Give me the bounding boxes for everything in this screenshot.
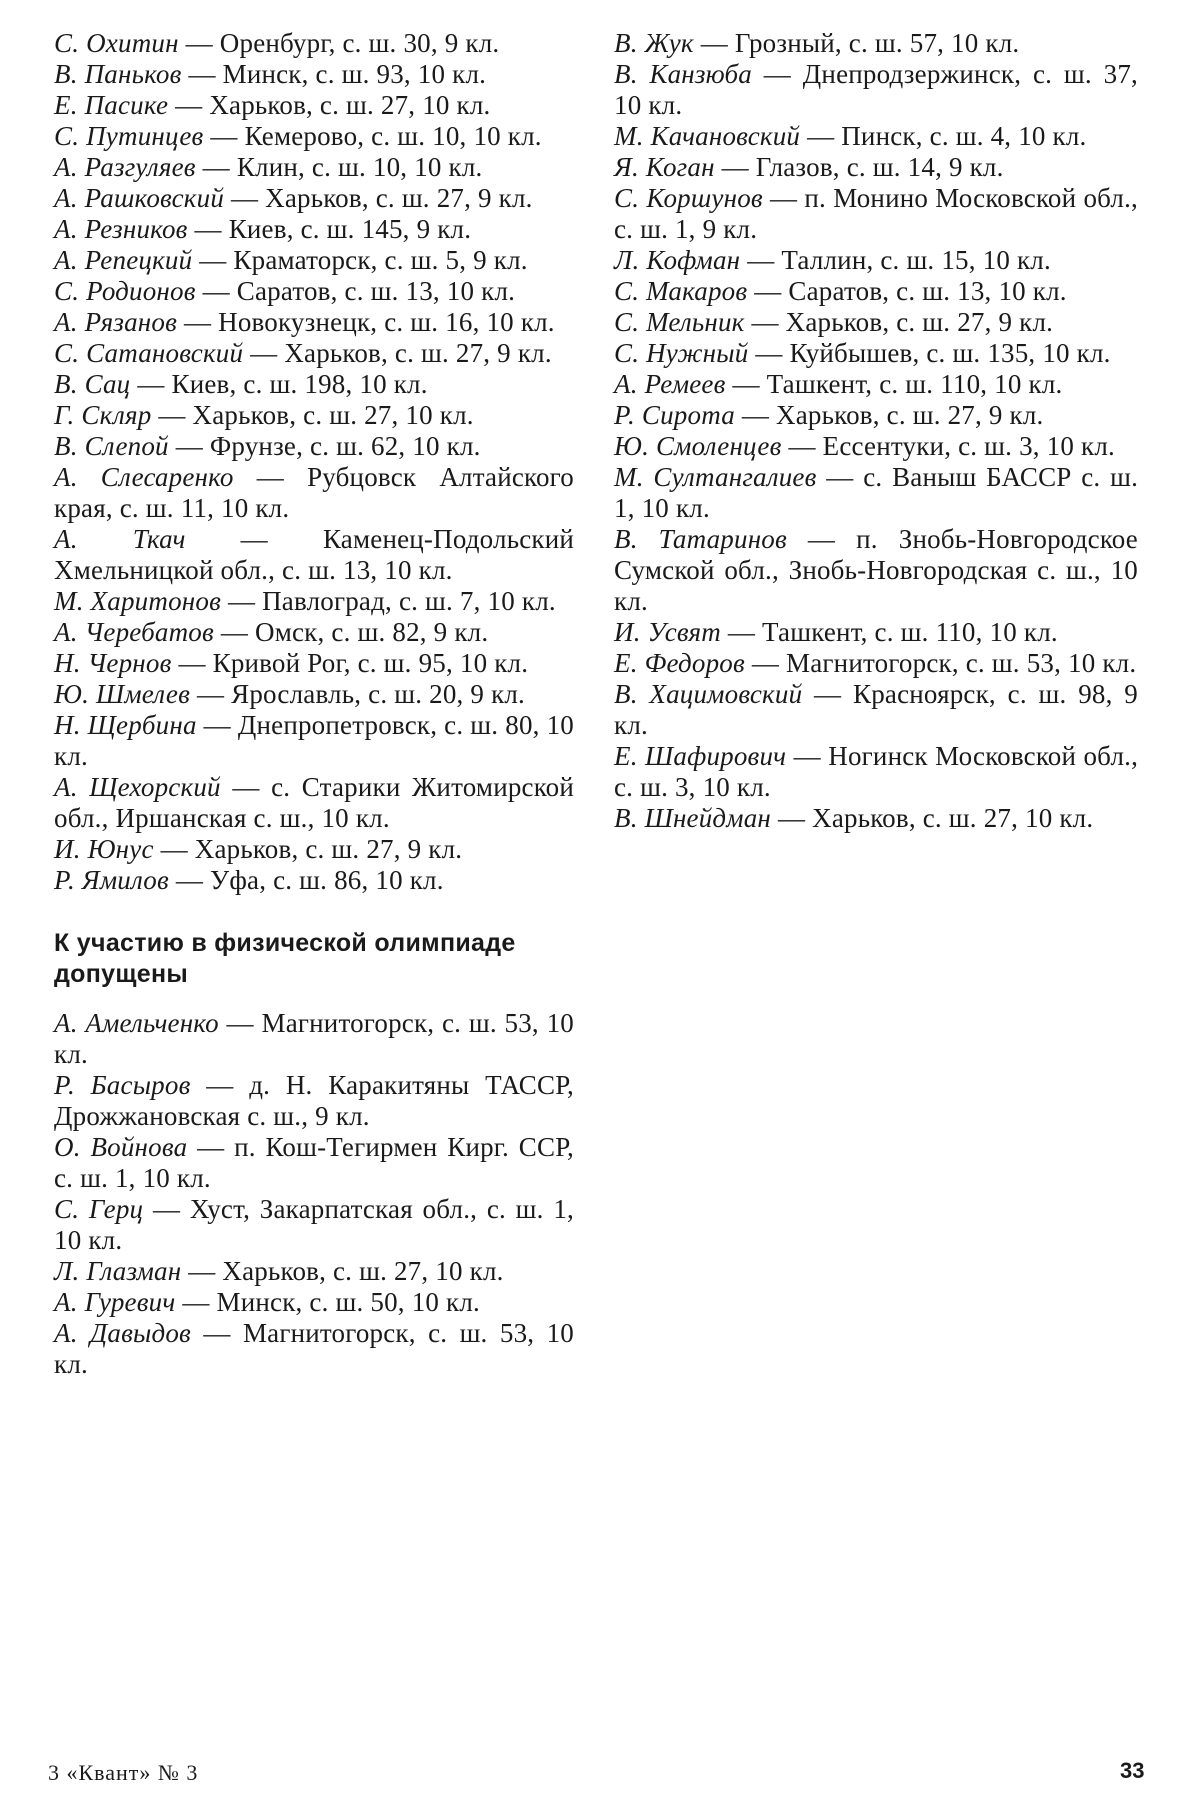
participant-entry xyxy=(614,338,1138,369)
dash: — xyxy=(751,307,779,337)
dash: — xyxy=(700,28,728,58)
dash: — xyxy=(194,214,222,244)
participant-details: Харьков, с. ш. 27, 10 кл. xyxy=(222,1256,504,1286)
participant-entry xyxy=(54,152,574,183)
participant-name: Ю. Смоленцев xyxy=(614,431,782,461)
dash: — xyxy=(202,152,230,182)
participant-details: Рубцовск Алтайского края, с. ш. 11, 10 кл. xyxy=(54,462,574,523)
dash: — xyxy=(202,276,230,306)
participant-name: Е. Федоров xyxy=(614,648,745,678)
participant-details: Ярославль, с. ш. 20, 9 кл. xyxy=(231,679,526,709)
participant-details: Красноярск, с. ш. 98, 9 кл. xyxy=(614,679,1138,740)
participant-entry xyxy=(54,710,574,772)
participant-name: М. Качановский xyxy=(614,121,801,151)
math-participant-list-right xyxy=(614,28,1138,834)
participant-details: Саратов, с. ш. 13, 10 кл. xyxy=(236,276,516,306)
participant-name: А. Ткач xyxy=(54,524,186,554)
participant-entry xyxy=(614,183,1138,245)
participant-details: Минск, с. ш. 50, 10 кл. xyxy=(216,1287,480,1317)
participant-entry xyxy=(614,369,1138,400)
dash: — xyxy=(232,772,260,802)
participant-name: А. Черебатов xyxy=(54,617,214,647)
participant-entry xyxy=(54,59,574,90)
participant-name: Н. Чернов xyxy=(54,648,172,678)
participant-details: Пинск, с. ш. 4, 10 кл. xyxy=(841,121,1087,151)
dash: — xyxy=(763,59,791,89)
dash: — xyxy=(183,307,212,337)
participant-entry xyxy=(54,1318,574,1380)
dash: — xyxy=(152,1194,181,1224)
participant-entry xyxy=(54,524,574,586)
participant-entry xyxy=(614,462,1138,524)
participant-details: Уфа, с. ш. 86, 10 кл. xyxy=(210,865,444,895)
participant-details: Днепродзержинск, с. ш. 37, 10 кл. xyxy=(614,59,1138,120)
participant-entry xyxy=(54,462,574,524)
participant-details: с. Ваныш БАССР с. ш. 1, 10 кл. xyxy=(614,462,1139,523)
participant-name: Н. Щербина xyxy=(54,710,197,740)
participant-entry xyxy=(614,400,1138,431)
dash: — xyxy=(175,431,203,461)
dash: — xyxy=(220,617,249,647)
participant-name: А. Резников xyxy=(54,214,188,244)
participant-entry xyxy=(54,1070,574,1132)
participant-details: Днепропетровск, с. ш. 80, 10 кл. xyxy=(54,710,574,771)
participant-name: А. Рязанов xyxy=(54,307,178,337)
participant-name: С. Родионов xyxy=(54,276,196,306)
participant-details: Харьков, с. ш. 27, 9 кл. xyxy=(194,834,463,864)
dash: — xyxy=(770,183,798,213)
participant-details: Харьков, с. ш. 27, 9 кл. xyxy=(776,400,1044,430)
participant-details: Новокузнецк, с. ш. 16, 10 кл. xyxy=(218,307,555,337)
participant-entry xyxy=(54,214,574,245)
participant-entry xyxy=(614,648,1138,679)
participant-name: В. Слепой xyxy=(54,431,169,461)
participant-details: Краматорск, с. ш. 5, 9 кл. xyxy=(233,245,528,275)
participant-name: И. Юнус xyxy=(54,834,154,864)
dash: — xyxy=(754,276,782,306)
participant-details: с. Старики Житомирской обл., Иршанская с. ш., 10 кл. xyxy=(54,772,575,833)
participant-name: В. Жук xyxy=(614,28,694,58)
math-participant-list-left xyxy=(54,28,574,896)
dash: — xyxy=(203,710,231,740)
participant-entry xyxy=(54,28,574,59)
participant-entry xyxy=(54,1132,574,1194)
participant-name: В. Сац xyxy=(54,369,131,399)
participant-name: О. Войнова xyxy=(54,1132,188,1162)
dash: — xyxy=(188,1256,216,1286)
participant-name: С. Охитин xyxy=(54,28,179,58)
participant-details: Харьков, с. ш. 27, 10 кл. xyxy=(812,803,1094,833)
participant-details: Магнитогорск, с. ш. 53, 10 кл. xyxy=(54,1008,574,1069)
participant-entry xyxy=(614,431,1138,462)
participant-name: Я. Коган xyxy=(614,152,715,182)
participant-details: Харьков, с. ш. 27, 9 кл. xyxy=(785,307,1054,337)
participant-details: Минск, с. ш. 93, 10 кл. xyxy=(222,59,487,89)
participant-entry xyxy=(54,617,574,648)
dash: — xyxy=(240,524,268,554)
participant-details: Харьков, с. ш. 27, 10 кл. xyxy=(209,90,491,120)
participant-entry xyxy=(54,865,574,896)
participant-entry xyxy=(54,648,574,679)
dash: — xyxy=(196,679,225,709)
dash: — xyxy=(721,152,749,182)
dash: — xyxy=(807,121,835,151)
participant-name: А. Давыдов xyxy=(54,1318,191,1348)
participant-entry xyxy=(614,524,1138,617)
participant-name: Е. Пасике xyxy=(54,90,169,120)
participant-name: Г. Скляр xyxy=(54,400,152,430)
participant-entry xyxy=(54,1008,574,1070)
dash: — xyxy=(793,741,821,771)
participant-entry xyxy=(54,1287,574,1318)
dash: — xyxy=(175,90,203,120)
dash: — xyxy=(227,586,256,616)
participant-details: Таллин, с. ш. 15, 10 кл. xyxy=(781,245,1051,275)
dash: — xyxy=(747,245,775,275)
dash: — xyxy=(755,338,783,368)
participant-entry xyxy=(54,679,574,710)
participant-entry xyxy=(54,834,574,865)
participant-entry xyxy=(614,307,1138,338)
dash: — xyxy=(160,834,188,864)
participant-details: Омск, с. ш. 82, 9 кл. xyxy=(255,617,489,647)
participant-details: Магнитогорск, с. ш. 53, 10 кл. xyxy=(786,648,1137,678)
participant-entry xyxy=(614,28,1138,59)
participant-entry xyxy=(614,152,1138,183)
participant-name: С. Путинцев xyxy=(54,121,204,151)
participant-name: В. Шнейдман xyxy=(614,803,772,833)
participant-details: Харьков, с. ш. 27, 9 кл. xyxy=(265,183,533,213)
dash: — xyxy=(175,865,204,895)
participant-entry xyxy=(54,586,574,617)
dash: — xyxy=(230,183,259,213)
participant-entry xyxy=(54,121,574,152)
participant-entry xyxy=(614,245,1138,276)
participant-name: А. Рашковский xyxy=(54,183,225,213)
physics-participant-list xyxy=(54,1008,574,1380)
participant-name: А. Ремеев xyxy=(614,369,726,399)
participant-name: Р. Сирота xyxy=(614,400,735,430)
participant-entry xyxy=(54,245,574,276)
participant-entry xyxy=(614,741,1138,803)
page-number: 33 xyxy=(1120,1758,1145,1783)
right-column xyxy=(614,28,1138,834)
participant-name: М. Султангалиев xyxy=(614,462,817,492)
participant-details: Клин, с. ш. 10, 10 кл. xyxy=(236,152,483,182)
participant-name: С. Макаров xyxy=(614,276,748,306)
participant-details: Киев, с. ш. 198, 10 кл. xyxy=(171,369,428,399)
participant-details: Харьков, с. ш. 27, 10 кл. xyxy=(192,400,474,430)
participant-entry xyxy=(54,183,574,214)
dash: — xyxy=(137,369,165,399)
participant-name: В. Канзюба xyxy=(614,59,752,89)
participant-name: С. Мельник xyxy=(614,307,745,337)
dash: — xyxy=(158,400,186,430)
participant-name: С. Герц xyxy=(54,1194,144,1224)
participant-name: М. Харитонов xyxy=(54,586,221,616)
participant-name: А. Гуревич xyxy=(54,1287,176,1317)
page-signature: 3 «Квант» № 3 xyxy=(48,1760,199,1785)
participant-details: Глазов, с. ш. 14, 9 кл. xyxy=(755,152,1004,182)
participant-name: С. Сатановский xyxy=(54,338,244,368)
participant-details: Харьков, с. ш. 27, 9 кл. xyxy=(284,338,552,368)
participant-name: Л. Кофман xyxy=(614,245,741,275)
participant-details: Фрунзе, с. ш. 62, 10 кл. xyxy=(209,431,481,461)
dash: — xyxy=(206,1070,234,1100)
participant-entry xyxy=(54,1194,574,1256)
participant-name: Е. Шафирович xyxy=(614,741,787,771)
participant-details: Павлоград, с. ш. 7, 10 кл. xyxy=(262,586,556,616)
participant-name: Л. Глазман xyxy=(54,1256,182,1286)
participant-name: Р. Ямилов xyxy=(54,865,169,895)
participant-details: Хуст, Закарпатская обл., с. ш. 1, 10 кл. xyxy=(54,1194,574,1255)
participant-details: Ессентуки, с. ш. 3, 10 кл. xyxy=(822,431,1115,461)
participant-details: Саратов, с. ш. 13, 10 кл. xyxy=(788,276,1067,306)
participant-name: А. Амельченко xyxy=(54,1008,219,1038)
participant-entry xyxy=(54,400,574,431)
participant-details: Ташкент, с. ш. 110, 10 кл. xyxy=(762,617,1058,647)
participant-name: В. Паньков xyxy=(54,59,182,89)
participant-details: Кемерово, с. ш. 10, 10 кл. xyxy=(244,121,542,151)
dash: — xyxy=(185,28,213,58)
participant-details: Ногинск Московской обл., с. ш. 3, 10 кл. xyxy=(614,741,1139,802)
participant-entry xyxy=(54,338,574,369)
participant-details: Магнитогорск, с. ш. 53, 10 кл. xyxy=(54,1318,575,1379)
participant-entry xyxy=(54,1256,574,1287)
participant-details: п. Монино Московской обл., с. ш. 1, 9 кл. xyxy=(614,183,1138,244)
participant-entry xyxy=(54,307,574,338)
dash: — xyxy=(182,1287,210,1317)
dash: — xyxy=(256,462,284,492)
dash: — xyxy=(741,400,770,430)
participant-entry xyxy=(54,431,574,462)
participant-details: п. Кош-Тегирмен Кирг. ССР, с. ш. 1, 10 кл. xyxy=(54,1132,575,1193)
physics-section-heading: К участию в физической олимпиаде допущены xyxy=(54,929,516,988)
dash: — xyxy=(250,338,278,368)
dash: — xyxy=(788,431,816,461)
dash: — xyxy=(210,121,238,151)
participant-entry xyxy=(614,617,1138,648)
participant-details: Куйбышев, с. ш. 135, 10 кл. xyxy=(789,338,1111,368)
participant-name: А. Разгуляев xyxy=(54,152,196,182)
participant-entry xyxy=(614,121,1138,152)
participant-details: Ташкент, с. ш. 110, 10 кл. xyxy=(766,369,1063,399)
dash: — xyxy=(727,617,756,647)
participant-name: А. Репецкий xyxy=(54,245,193,275)
dash: — xyxy=(188,59,216,89)
dash: — xyxy=(199,245,227,275)
dash: — xyxy=(826,462,854,492)
dash: — xyxy=(226,1008,254,1038)
participant-details: д. Н. Каракитяны ТАССР, Дрожжановская с. ш., 9 кл. xyxy=(54,1070,575,1131)
dash: — xyxy=(197,1132,225,1162)
participant-entry xyxy=(54,772,574,834)
participant-entry xyxy=(614,803,1138,834)
dash: — xyxy=(814,679,842,709)
participant-details: Кривой Рог, с. ш. 95, 10 кл. xyxy=(212,648,529,678)
participant-name: А. Слесаренко xyxy=(54,462,234,492)
participant-entry xyxy=(54,90,574,121)
participant-name: И. Усвят xyxy=(614,617,721,647)
participant-details: Киев, с. ш. 145, 9 кл. xyxy=(228,214,472,244)
dash: — xyxy=(203,1318,231,1348)
participant-name: В. Татаринов xyxy=(614,524,787,554)
participant-entry xyxy=(54,276,574,307)
dash: — xyxy=(751,648,780,678)
participant-entry xyxy=(614,59,1138,121)
dash: — xyxy=(777,803,806,833)
participant-details: Грозный, с. ш. 57, 10 кл. xyxy=(734,28,1020,58)
left-column xyxy=(54,28,574,1380)
participant-name: В. Хацимовский xyxy=(614,679,803,709)
dash: — xyxy=(732,369,760,399)
participant-details: Оренбург, с. ш. 30, 9 кл. xyxy=(219,28,500,58)
participant-details: Каменец-Подольский Хмельницкой обл., с. ш. 13, 10 кл. xyxy=(54,524,575,585)
dash: — xyxy=(807,524,836,554)
participant-name: А. Щехорский xyxy=(54,772,221,802)
participant-entry xyxy=(614,276,1138,307)
participant-entry xyxy=(54,369,574,400)
participant-details: п. Знобь-Новгородское Сумской обл., Знобь-Новгородская с. ш., 10 кл. xyxy=(614,524,1138,616)
participant-name: С. Коршунов xyxy=(614,183,763,213)
participant-name: Ю. Шмелев xyxy=(54,679,191,709)
participant-entry xyxy=(614,679,1138,741)
participant-name: Р. Басыров xyxy=(54,1070,191,1100)
participant-name: С. Нужный xyxy=(614,338,749,368)
dash: — xyxy=(178,648,206,678)
